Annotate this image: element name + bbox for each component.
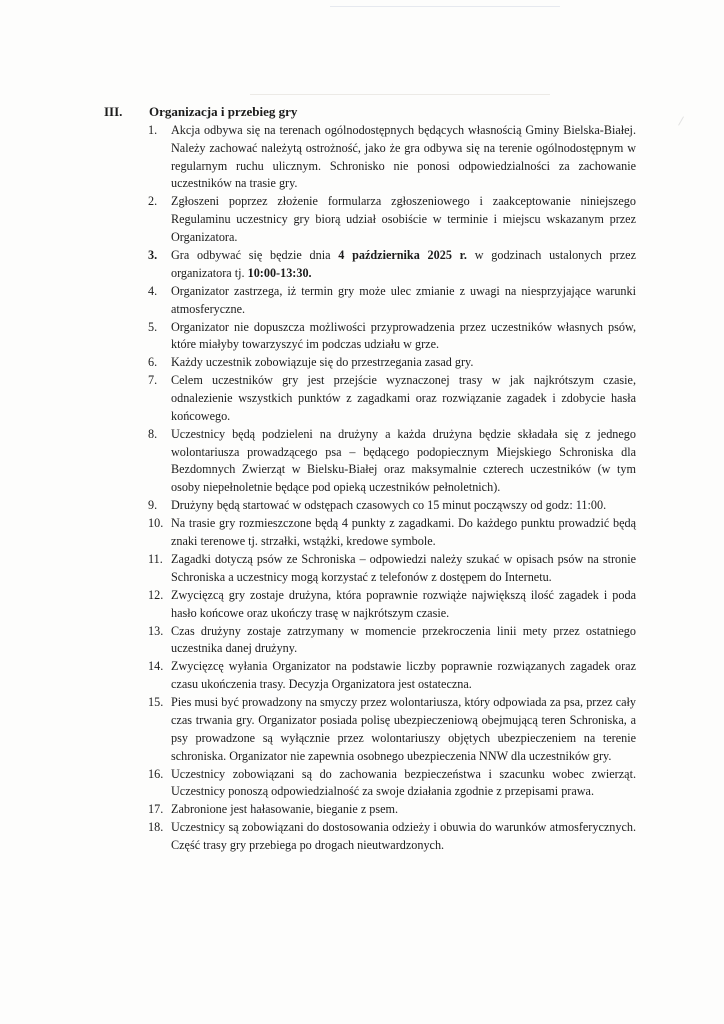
item-number: 14. (148, 659, 164, 674)
item-text: w godzinach ustalonych przez organizatora tj. (171, 247, 636, 280)
section-title: Organizacja i przebieg gry (149, 104, 298, 119)
list-item (104, 372, 644, 425)
list-item (104, 193, 644, 246)
section-heading (104, 103, 644, 121)
item-number: 6. (148, 355, 158, 370)
item-number: 17. (148, 802, 164, 817)
item-text: Drużyny będą startować w odstępach czasowych co 15 minut począwszy od godz: 11:00. (171, 498, 607, 513)
list-item (104, 766, 644, 802)
item-text: Na trasie gry rozmieszczone będą 4 punkty z zagadkami. Do każdego punktu prowadzić będą znaki terenowe tj. strzałki, wstążki, kredowe symbole. (171, 516, 636, 549)
item-text: Zagadki dotyczą psów ze Schroniska – odpowiedzi należy szukać w opisach psów na stronie Schroniska a uczestnicy mogą korzystać z telefonów z dostępem do Internetu. (171, 552, 636, 584)
item-number: 3. (148, 247, 158, 262)
item-number: 5. (148, 319, 158, 334)
list-item (104, 551, 644, 587)
scan-artifact-line (330, 6, 560, 7)
item-number: 11. (148, 552, 163, 566)
list-item (104, 354, 644, 372)
list-item (104, 497, 644, 515)
list-item (104, 819, 644, 855)
list-item (104, 694, 644, 765)
item-number: 4. (148, 283, 158, 298)
list-item (104, 623, 644, 659)
item-text: Akcja odbywa się na terenach ogólnodostępnych będących własnością Gminy Bielska-Białej. Należy zachować należytą ostrożność, jako że gra odbywa się na terenie ogólnodostępnym w regularnym ruchu ulicznym. Schronisko nie ponosi odpowiedzialności za zachowanie uczestników na trasie gry. (171, 123, 636, 191)
list-item (104, 587, 644, 623)
item-text: Gra odbywać się będzie dnia (171, 247, 339, 262)
item-text: Organizator nie dopuszcza możliwości przyprowadzenia przez uczestników własnych psów, które miałyby towarzyszyć im podczas udziału w grze. (171, 319, 636, 352)
section-organizacja (104, 103, 644, 855)
bleed-through-line (250, 94, 550, 95)
list-item (104, 515, 644, 551)
scan-artifact-mark (678, 116, 691, 129)
rules-list (104, 122, 644, 855)
list-item (104, 658, 644, 694)
item-number: 12. (148, 587, 164, 602)
item-text: Zwycięzcę wyłania Organizator na podstawie liczby poprawnie rozwiązanych zagadek oraz czasu ukończenia trasy. Decyzja Organizatora jest ostateczna. (171, 659, 636, 692)
item-number: 13. (148, 623, 164, 638)
item-number: 15. (148, 695, 164, 710)
section-number: III. (104, 104, 123, 119)
list-item (104, 426, 644, 497)
item-text: Uczestnicy zobowiązani są do zachowania bezpieczeństwa i szacunku wobec zwierząt. Uczestnicy ponoszą odpowiedzialność za swoje działania zgodnie z przepisami prawa. (171, 766, 636, 799)
event-hours: 10:00-13:30. (247, 265, 312, 280)
item-text: Pies musi być prowadzony na smyczy przez wolontariusza, który odpowiada za psa, przez cały czas trwania gry. Organizator posiada polisę ubezpieczeniową obejmującą teren Schroniska, a psy prowadzone są wyłącznie przez wolontariuszy objętych ubezpieczeniem na terenie schroniska. Organizator nie zapewnia osobnego ubezpieczenia NNW dla uczestników gry. (171, 695, 636, 763)
item-text: Uczestnicy będą podzieleni na drużyny a każda drużyna będzie składała się z jednego wolontariusza prowadzącego psa – będącego podopiecznym Miejskiego Schroniska dla Bezdomnych Zwierząt w Bielsku-Białej oraz maksymalnie czterech uczestników (w tym osoby niepełnoletnie będące pod opieką uczestników pełnoletnich). (171, 426, 636, 495)
item-text: Zabronione jest hałasowanie, bieganie z psem. (171, 802, 399, 817)
item-number: 16. (148, 766, 164, 781)
item-text: Uczestnicy są zobowiązani do dostosowania odzieży i obuwia do warunków atmosferycznych. Część trasy gry przebiega po drogach nieutwardzonych. (171, 820, 636, 853)
list-item (104, 319, 644, 355)
list-item (104, 247, 644, 283)
item-number: 10. (148, 516, 164, 531)
list-item (104, 283, 644, 319)
item-text: Organizator zastrzega, iż termin gry może ulec zmianie z uwagi na niesprzyjające warunki atmosferyczne. (171, 283, 636, 316)
item-text: Celem uczestników gry jest przejście wyznaczonej trasy w jak najkrótszym czasie, odnalezienie wszystkich punktów z zagadkami oraz rozwiązanie zagadek i zdobycie hasła końcowego. (171, 373, 636, 423)
item-text: Czas drużyny zostaje zatrzymany w momencie przekroczenia linii mety przez ostatniego uczestnika danej drużyny. (171, 623, 636, 656)
item-text: Zwycięzcą gry zostaje drużyna, która poprawnie rozwiąże największą ilość zagadek i poda hasło końcowe oraz ukończy trasę w najkrótszym czasie. (171, 587, 636, 620)
item-number: 1. (148, 123, 158, 137)
item-text: Zgłoszeni poprzez złożenie formularza zgłoszeniowego i zaakceptowanie niniejszego Regulaminu uczestnicy gry biorą udział osobiście w terminie i miejscu wskazanym przez Organizatora. (171, 194, 636, 244)
item-number: 7. (148, 373, 158, 388)
item-text: Każdy uczestnik zobowiązuje się do przestrzegania zasad gry. (171, 355, 474, 370)
item-number: 8. (148, 426, 158, 441)
event-date: 4 października 2025 r. (338, 247, 467, 262)
item-number: 18. (148, 820, 164, 835)
list-item (104, 122, 644, 193)
item-number: 9. (148, 498, 158, 513)
item-number: 2. (148, 194, 158, 209)
list-item (104, 801, 644, 819)
